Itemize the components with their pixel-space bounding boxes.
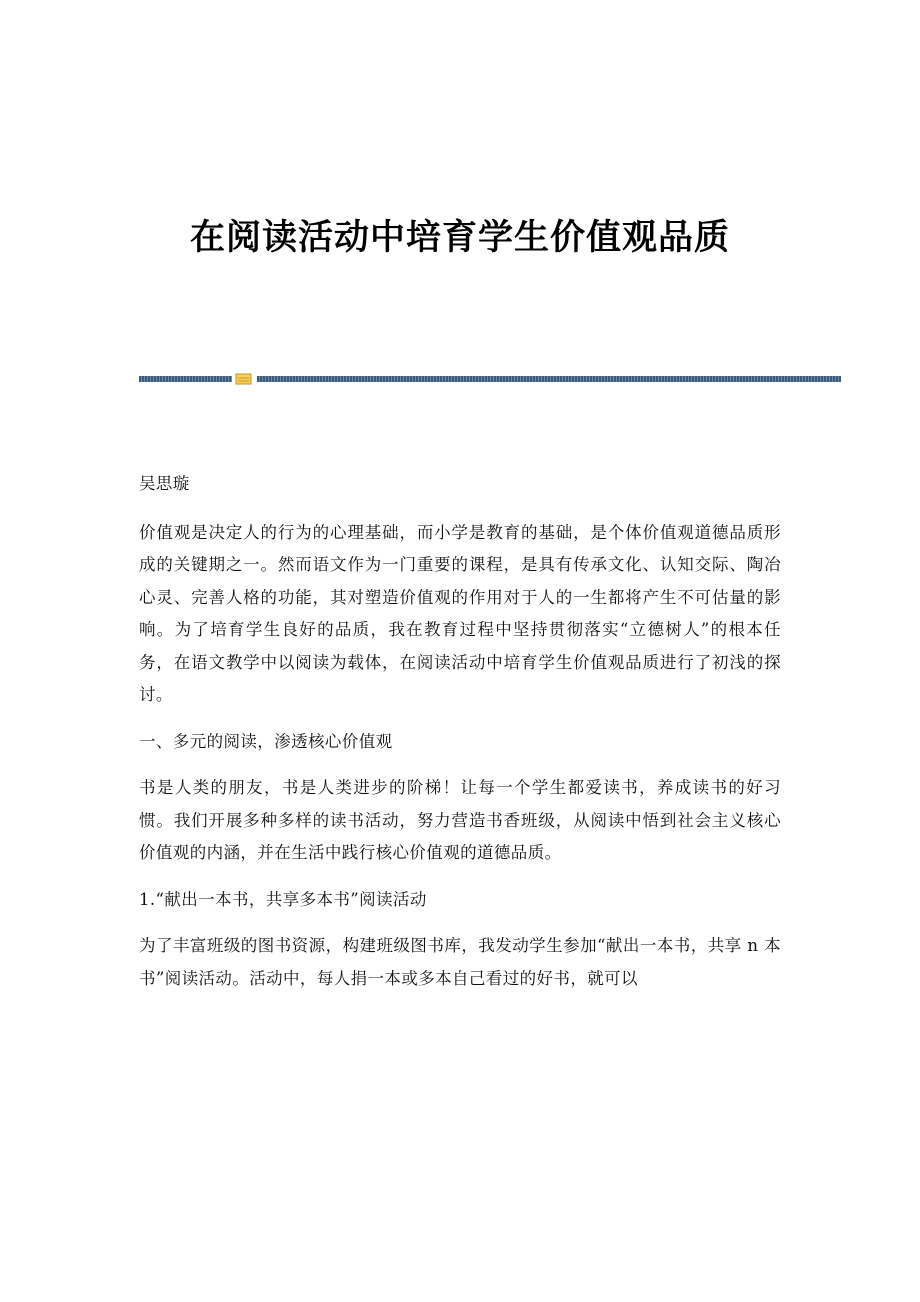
title-divider [139,373,841,385]
intro-paragraph: 价值观是决定人的行为的心理基础，而小学是教育的基础，是个体价值观道德品质形成的关键期之一。然而语文作为一门重要的课程，是具有传承文化、认知交际、陶冶心灵、完善人格的功能，其对塑造价值观的作用对于人的一生都将产生不可估量的影响。为了培育学生良好的品质，我在教育过程中坚持贯彻落实“立德树人”的根本任务，在语文教学中以阅读为载体，在阅读活动中培育学生价值观品质进行了初浅的探讨。 [139,522,781,704]
author-name: 吴思璇 [139,474,190,493]
section-heading: 一、多元的阅读，渗透核心价值观 [139,731,393,751]
section-paragraph: 书是人类的朋友，书是人类进步的阶梯！让每一个学生都爱读书，养成读书的好习惯。我们开展多种多样的读书活动，努力营造书香班级，从阅读中悟到社会主义核心价值观的内涵，并在生活中践行核心价值观的道德品质。 [139,778,781,862]
document-title: 在阅读活动中培育学生价值观品质 [189,218,730,258]
divider-bar-right [257,376,841,382]
divider-ornament-icon [235,373,252,385]
divider-bar-left [139,376,232,382]
subsection-paragraph: 为了丰富班级的图书资源，构建班级图书库，我发动学生参加“献出一本书，共享 n 本书”阅读活动。活动中，每人捐一本或多本自己看过的好书，就可以 [139,936,781,988]
subsection-heading: 1.“献出一本书，共享多本书”阅读活动 [139,889,427,909]
document-body [139,468,781,995]
